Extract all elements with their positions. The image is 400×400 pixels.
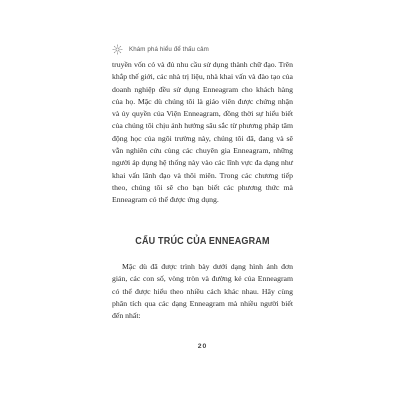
body-paragraph-1: truyền vốn có và đủ nhu cầu sử dụng thành chữ đạo. Trên khắp thế giới, các nhà trị liệu, nhà khai vấn và đào tạo của doanh nghiệp đều sử dụng Enneagram cho khách hàng của họ. Mặc dù chúng tôi là giáo viên được chứng nhận và ủy quyền của Viện Enneagram, đồng thời sự hiểu biết của chúng tôi chịu ảnh hưởng sâu sắc từ phương pháp tâm động học của ngôi trường này, chúng tôi đã, đang và sẽ vẫn nghiên cứu cùng các chuyên gia Enneagram, những người áp dụng hệ thống này vào các lĩnh vực đa dạng như khai vấn lãnh đạo và thôi miên. Trong các chương tiếp theo, chúng tôi sẽ cho bạn biết các phương thức mà Enneagram có thể được ứng dụng. (112, 60, 293, 205)
sun-burst-icon (112, 44, 123, 55)
page-number: 20 (197, 343, 208, 350)
header-title: Khám phá hiểu để thấu cảm (129, 45, 209, 53)
section-heading: CẤU TRÚC CỦA ENNEAGRAM (135, 235, 270, 247)
body-paragraph-2: Mặc dù đã được trình bày dưới dạng hình ảnh đơn giản, các con số, vòng tròn và đường kẻ của Enneagram có thể được hiểu theo nhiều cách khác nhau. Hãy cùng phân tích qua các dạng Enneagram mà nhiều người biết đến nhất: (112, 262, 293, 321)
running-header (112, 43, 209, 55)
